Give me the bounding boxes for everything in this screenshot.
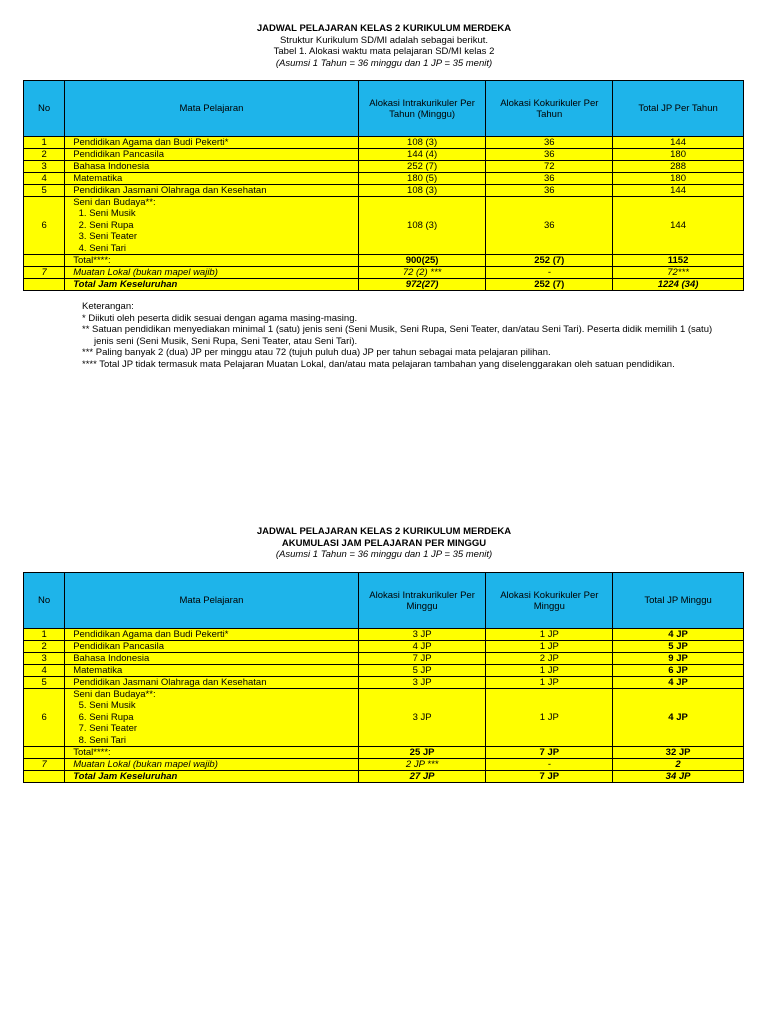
section1-title: JADWAL PELAJARAN KELAS 2 KURIKULUM MERDEKA (256, 23, 512, 34)
row-subject: Pendidikan Pancasila (65, 641, 359, 653)
table-row-total (24, 255, 744, 267)
row-ko: 36 (486, 197, 613, 255)
row-intra: 180 (5) (358, 173, 486, 185)
row-no (24, 279, 65, 291)
row-total: 180 (613, 173, 744, 185)
row-intra: 900(25) (358, 255, 486, 267)
row-ko: 36 (486, 137, 613, 149)
row-ko: 36 (486, 185, 613, 197)
table-row-grand-total (24, 279, 744, 291)
section1-table-caption: Tabel 1. Alokasi waktu mata pelajaran SD/MI kelas 2 (273, 46, 495, 57)
row-total: 4 JP (613, 677, 744, 689)
table-row (24, 677, 744, 689)
header-total: Total JP Per Tahun (613, 81, 744, 137)
table-row (24, 653, 744, 665)
section2-title: JADWAL PELAJARAN KELAS 2 KURIKULUM MERDEKA (256, 526, 512, 537)
row-subject: Muatan Lokal (bukan mapel wajib) (65, 267, 359, 279)
row-ko: 1 JP (486, 641, 613, 653)
table-row-local (24, 759, 744, 771)
section2-assumption: (Asumsi 1 Tahun = 36 minggu dan 1 JP = 35 menit) (275, 549, 493, 560)
table-row (24, 665, 744, 677)
row-no (24, 747, 65, 759)
list-item: 7. Seni Teater (89, 723, 355, 735)
table-row (24, 641, 744, 653)
row-intra: 2 JP *** (358, 759, 486, 771)
row-total: 288 (613, 161, 744, 173)
row-no (24, 771, 65, 783)
row-intra: 108 (3) (358, 137, 486, 149)
row-intra: 3 JP (358, 689, 486, 747)
section2-header (0, 526, 768, 561)
row-total: 5 JP (613, 641, 744, 653)
list-item: 3. Seni Teater (89, 231, 355, 243)
row-total: 1152 (613, 255, 744, 267)
row-ko: 72 (486, 161, 613, 173)
row-intra: 3 JP (358, 677, 486, 689)
row-no: 3 (24, 653, 65, 665)
row-no: 3 (24, 161, 65, 173)
row-total: 144 (613, 197, 744, 255)
note-2-continued: jenis seni (Seni Musik, Seni Rupa, Seni Teater, atau Seni Tari). (94, 335, 358, 347)
row-no: 5 (24, 185, 65, 197)
list-item: 8. Seni Tari (89, 735, 355, 747)
row-ko: - (486, 267, 613, 279)
row-subject: Pendidikan Pancasila (65, 149, 359, 161)
row-ko: 36 (486, 173, 613, 185)
row-no: 7 (24, 267, 65, 279)
list-item: 4. Seni Tari (89, 243, 355, 255)
row-total: 1224 (34) (613, 279, 744, 291)
row-intra: 27 JP (358, 771, 486, 783)
row-subject: Pendidikan Agama dan Budi Pekerti* (65, 629, 359, 641)
header-no: No (24, 81, 65, 137)
row-no: 4 (24, 173, 65, 185)
row-intra: 108 (3) (358, 185, 486, 197)
row-intra: 5 JP (358, 665, 486, 677)
row-total: 6 JP (613, 665, 744, 677)
row-no: 1 (24, 137, 65, 149)
table-row (24, 149, 744, 161)
section1-assumption: (Asumsi 1 Tahun = 36 minggu dan 1 JP = 35 menit) (275, 57, 493, 69)
header-ko: Alokasi Kokurikuler Per Minggu (486, 573, 613, 629)
row-intra: 144 (4) (358, 149, 486, 161)
row-intra: 72 (2) *** (358, 267, 486, 279)
row-subject: Total Jam Keseluruhan (65, 279, 359, 291)
note-2: ** Satuan pendidikan menyediakan minimal 1 (satu) jenis seni (Seni Musik, Seni Rupa, Seni Teater, dan/atau Seni Tari). Peserta didik memilih 1 (satu) (82, 324, 713, 335)
row-total: 144 (613, 185, 744, 197)
row-total: 144 (613, 137, 744, 149)
row-no: 1 (24, 629, 65, 641)
header-no: No (24, 573, 65, 629)
table-row-arts (24, 197, 744, 255)
list-item: 2. Seni Rupa (89, 220, 355, 232)
section1-subtitle: Struktur Kurikulum SD/MI adalah sebagai berikut. (279, 34, 489, 46)
header-subject: Mata Pelajaran (65, 81, 359, 137)
row-ko: 7 JP (486, 747, 613, 759)
row-subject: Total****: (65, 747, 359, 759)
table-weekly-allocation (23, 572, 744, 783)
row-intra: 4 JP (358, 641, 486, 653)
row-no: 6 (24, 689, 65, 747)
section1-header (0, 23, 768, 69)
arts-cell (65, 197, 359, 255)
row-ko: 252 (7) (486, 255, 613, 267)
row-no: 4 (24, 665, 65, 677)
row-subject: Pendidikan Jasmani Olahraga dan Kesehatan (65, 677, 359, 689)
row-total: 4 JP (613, 629, 744, 641)
list-item: 6. Seni Rupa (89, 712, 355, 724)
header-total: Total JP Minggu (613, 573, 744, 629)
row-total: 4 JP (613, 689, 744, 747)
header-intra: Alokasi Intrakurikuler Per Minggu (358, 573, 486, 629)
row-no: 5 (24, 677, 65, 689)
row-intra: 108 (3) (358, 197, 486, 255)
table-row-local (24, 267, 744, 279)
table-row-grand-total (24, 771, 744, 783)
table-row (24, 185, 744, 197)
notes (82, 301, 752, 370)
row-ko: 1 JP (486, 689, 613, 747)
row-total: 72*** (613, 267, 744, 279)
row-subject: Total****: (65, 255, 359, 267)
table-header-row (24, 573, 744, 629)
row-ko: 7 JP (486, 771, 613, 783)
notes-heading: Keterangan: (82, 301, 134, 312)
row-no: 2 (24, 149, 65, 161)
row-no: 2 (24, 641, 65, 653)
table-row-total (24, 747, 744, 759)
table-row (24, 629, 744, 641)
row-total: 32 JP (613, 747, 744, 759)
table-row (24, 161, 744, 173)
header-intra: Alokasi Intrakurikuler Per Tahun (Minggu) (358, 81, 486, 137)
table-annual-allocation (23, 80, 744, 291)
table-row (24, 137, 744, 149)
row-intra: 7 JP (358, 653, 486, 665)
row-ko: 2 JP (486, 653, 613, 665)
row-subject: Bahasa Indonesia (65, 653, 359, 665)
list-item: 1. Seni Musik (89, 208, 355, 220)
row-ko: 1 JP (486, 677, 613, 689)
row-intra: 3 JP (358, 629, 486, 641)
header-subject: Mata Pelajaran (65, 573, 359, 629)
note-4: **** Total JP tidak termasuk mata Pelajaran Muatan Lokal, dan/atau mata pelajaran tambahan yang diselenggarakan oleh satuan pendidikan. (82, 358, 675, 370)
row-subject: Bahasa Indonesia (65, 161, 359, 173)
row-subject: Matematika (65, 665, 359, 677)
row-intra: 972(27) (358, 279, 486, 291)
list-item: 5. Seni Musik (89, 700, 355, 712)
row-total: 9 JP (613, 653, 744, 665)
section2-title2: AKUMULASI JAM PELAJARAN PER MINGGU (281, 537, 487, 549)
arts-list (73, 208, 355, 254)
arts-label: Seni dan Budaya**: (73, 197, 156, 208)
row-intra: 25 JP (358, 747, 486, 759)
row-ko: 1 JP (486, 629, 613, 641)
row-no: 6 (24, 197, 65, 255)
row-ko: 1 JP (486, 665, 613, 677)
row-subject: Total Jam Keseluruhan (65, 771, 359, 783)
row-ko: 252 (7) (486, 279, 613, 291)
row-ko: 36 (486, 149, 613, 161)
row-total: 180 (613, 149, 744, 161)
row-no: 7 (24, 759, 65, 771)
header-ko: Alokasi Kokurikuler Per Tahun (486, 81, 613, 137)
arts-label: Seni dan Budaya**: (73, 689, 156, 700)
table-header-row (24, 81, 744, 137)
table-row (24, 173, 744, 185)
row-subject: Pendidikan Agama dan Budi Pekerti* (65, 137, 359, 149)
row-total: 34 JP (613, 771, 744, 783)
row-subject: Muatan Lokal (bukan mapel wajib) (65, 759, 359, 771)
row-ko: - (486, 759, 613, 771)
note-1: * Diikuti oleh peserta didik sesuai dengan agama masing-masing. (82, 312, 358, 324)
row-subject: Pendidikan Jasmani Olahraga dan Kesehatan (65, 185, 359, 197)
row-total: 2 (613, 759, 744, 771)
row-no (24, 255, 65, 267)
arts-list (73, 700, 355, 746)
note-3: *** Paling banyak 2 (dua) JP per minggu atau 72 (tujuh puluh dua) JP per tahun sebagai mata pelajaran pilihan. (82, 347, 551, 358)
table-row-arts (24, 689, 744, 747)
row-subject: Matematika (65, 173, 359, 185)
arts-cell (65, 689, 359, 747)
row-intra: 252 (7) (358, 161, 486, 173)
